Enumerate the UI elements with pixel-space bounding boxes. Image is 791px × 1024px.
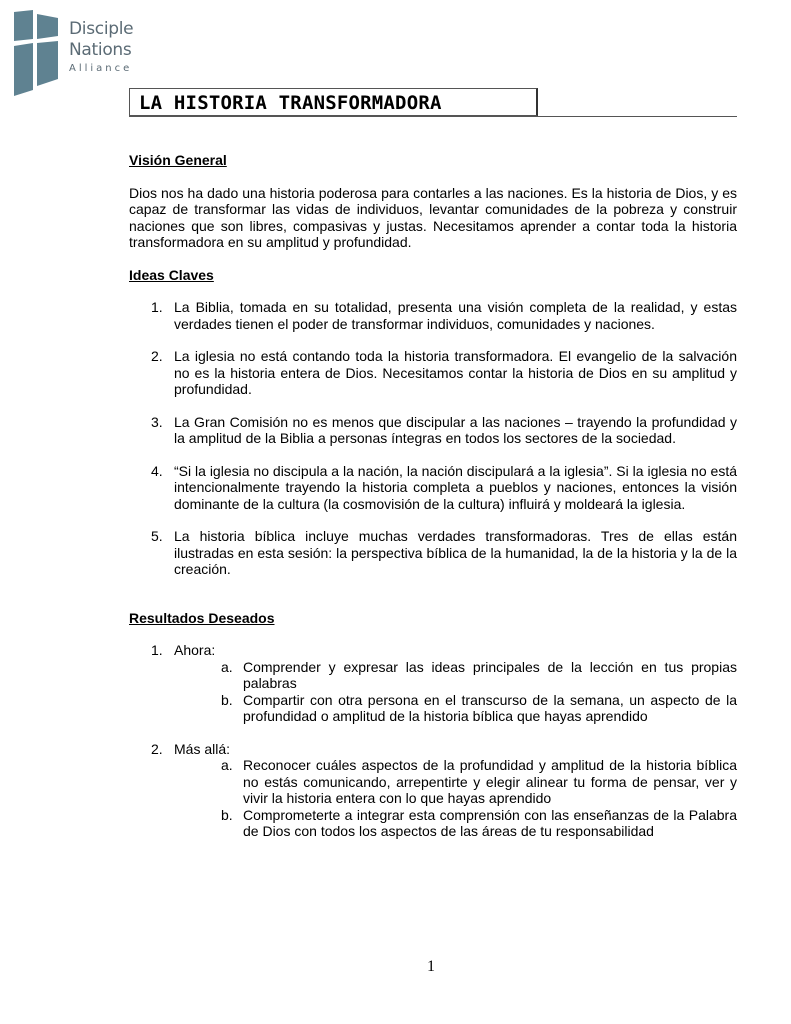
key-ideas-list xyxy=(129,299,737,578)
page-title: LA HISTORIA TRANSFORMADORA xyxy=(139,92,442,114)
sublist-letter: b. xyxy=(221,806,233,823)
list-item xyxy=(129,299,737,332)
title-box xyxy=(129,88,538,116)
page-number: 1 xyxy=(427,958,435,975)
outcome-sublist xyxy=(129,757,737,840)
outcome-label: Ahora: xyxy=(174,642,216,658)
list-number: 2. xyxy=(151,348,163,364)
list-item xyxy=(129,642,737,725)
list-number: 1. xyxy=(151,642,163,658)
overview-paragraph: Dios nos ha dado una historia poderosa para contarles a las naciones. Es la historia de Dios, y es capaz de transformar las vidas de individuos, levantar comunidades de la pobreza y construir naciones que son libres, compasivas y justas. Necesitamos aprender a contar toda la historia transformadora en su amplitud y profundidad. xyxy=(129,184,737,250)
list-item xyxy=(129,348,737,398)
outcome-label: Más allá: xyxy=(174,740,231,757)
sublist-item xyxy=(129,659,737,692)
desired-outcomes-list xyxy=(129,642,737,840)
list-item xyxy=(129,463,737,513)
section-heading-desired-outcomes: Resultados Deseados xyxy=(129,609,275,626)
organization-logo xyxy=(12,6,142,98)
list-item-text: La historia bíblica incluye muchas verdades transformadoras. Tres de ellas están ilustradas en esta sesión: la perspectiva bíblica de la humanidad, la de la historia y la de la creación. xyxy=(174,528,737,577)
list-item-text: La Biblia, tomada en su totalidad, presenta una visión completa de la realidad, y estas verdades tienen el poder de transformar individuos, comunidades y naciones. xyxy=(174,299,737,332)
logo-wordmark xyxy=(69,19,133,76)
list-item-text: “Si la iglesia no discipula a la nación, la nación discipulará a la iglesia”. Si la iglesia no está intencionalmente trayendo la historia completa a pueblos y naciones, entonces la visión dominante de la cultura (la cosmovisión de la cultura) influirá y moldeará la iglesia. xyxy=(174,462,737,512)
sublist-item-text: Compartir con otra persona en el transcurso de la semana, un aspecto de la profundidad o amplitud de la historia bíblica que hayas aprendido xyxy=(243,691,737,724)
section-heading-key-ideas: Ideas Claves xyxy=(129,266,214,283)
sublist-item xyxy=(129,757,737,807)
list-number: 1. xyxy=(151,299,163,315)
sublist-item xyxy=(129,807,737,840)
sublist-letter: b. xyxy=(221,691,233,708)
sublist-item-text: Comprender y expresar las ideas principales de la lección en tus propias palabras xyxy=(243,658,737,691)
logo-line-nations: Nations xyxy=(69,40,132,60)
list-number: 5. xyxy=(151,528,163,544)
sublist-item-text: Reconocer cuáles aspectos de la profundidad y amplitud de la historia bíblica no estás comunicando, arrepentirte y elegir alinear tu forma de pensar, ver y vivir la historia entera con lo que hayas aprendido xyxy=(243,757,737,806)
sublist-item-text: Comprometerte a integrar esta comprensión con las enseñanzas de la Palabra de Dios con todos los aspectos de las áreas de tu responsabilidad xyxy=(243,806,737,839)
list-item-text: La iglesia no está contando toda la historia transformadora. El evangelio de la salvación no es la historia entera de Dios. Necesitamos contar la historia de Dios en su amplitud y profundidad. xyxy=(174,348,737,397)
logo-line-disciple: Disciple xyxy=(69,19,134,39)
outcome-sublist xyxy=(129,659,737,725)
sublist-item xyxy=(129,692,737,725)
list-number: 2. xyxy=(151,740,163,757)
list-number: 4. xyxy=(151,462,163,479)
section-heading-overview: Visión General xyxy=(129,152,227,168)
list-item-text: La Gran Comisión no es menos que discipular a las naciones – trayendo la profundidad y la amplitud de la Biblia a personas íntegras en todos los sectores de la sociedad. xyxy=(174,413,737,446)
cross-window-logo-icon xyxy=(12,6,62,98)
document-body xyxy=(129,152,737,840)
list-item xyxy=(129,414,737,447)
logo-line-alliance: Alliance xyxy=(69,63,133,74)
list-number: 3. xyxy=(151,413,163,430)
sublist-letter: a. xyxy=(221,757,233,773)
list-item xyxy=(129,741,737,840)
list-item xyxy=(129,528,737,578)
title-underline-rule xyxy=(129,116,737,117)
sublist-letter: a. xyxy=(221,658,233,675)
